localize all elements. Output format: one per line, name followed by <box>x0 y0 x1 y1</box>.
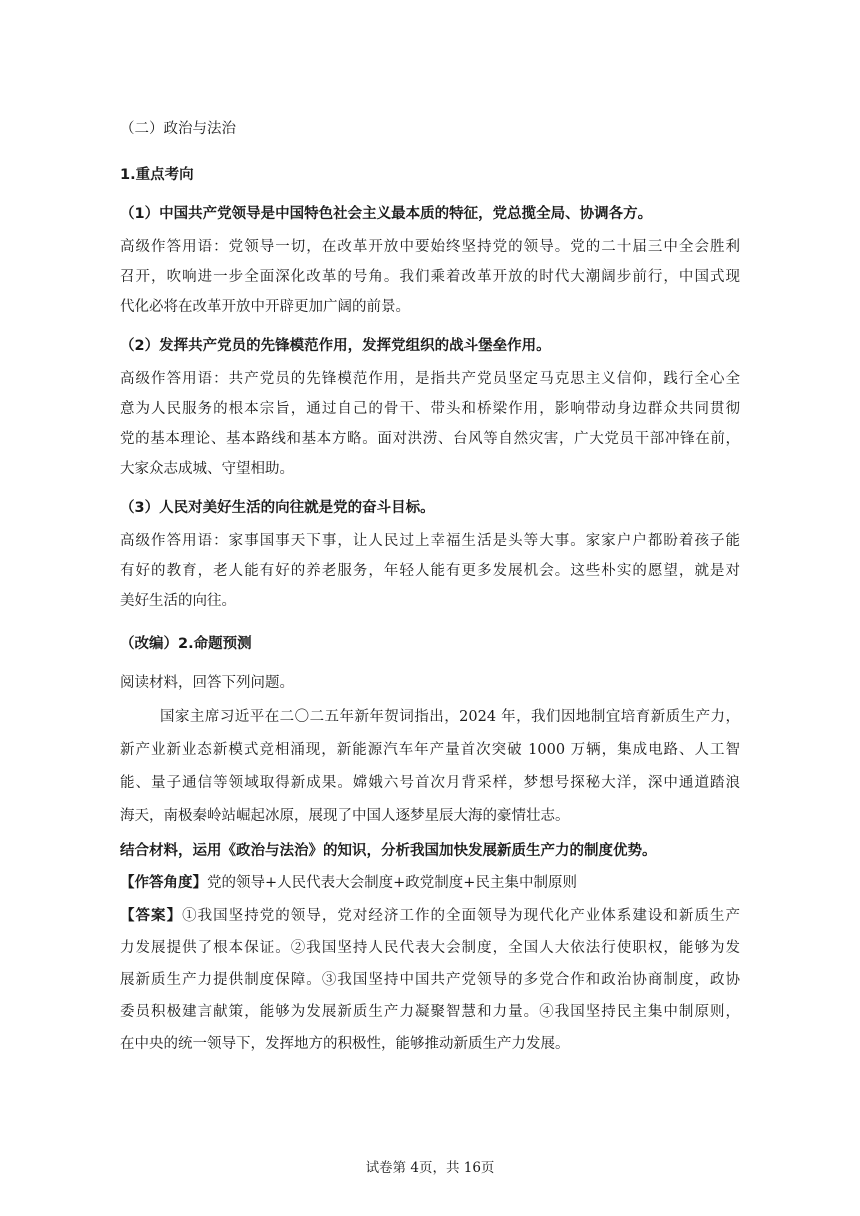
focus-point-1: （1）中国共产党领导是中国特色社会主义最本质的特征，党总揽全局、协调各方。 <box>120 206 653 222</box>
answer-text-2-line-3: 党的基本理论、基本路线和基本方略。面对洪涝、台风等自然灾害，广大党员干部冲锋在前， <box>120 431 740 447</box>
answer-text-2-line-1: 高级作答用语：共产党员的先锋模范作用，是指共产党员坚定马克思主义信仰，践行全心全 <box>120 371 740 387</box>
answer-text-1-line-1: 高级作答用语：党领导一切，在改革开放中要始终坚持党的领导。党的二十届三中全会胜利 <box>120 239 740 255</box>
prediction-question: 结合材料，运用《政治与法治》的知识，分析我国加快发展新质生产力的制度优势。 <box>120 843 657 859</box>
angle-label: 【作答角度】 <box>120 875 207 891</box>
answer-line-2: 力发展提供了根本保证。②我国坚持人民代表大会制度，全国人大依法行使职权，能够为发 <box>120 940 740 956</box>
answer-line-3: 展新质生产力提供制度保障。③我国坚持中国共产党领导的多党合作和政治协商制度，政协 <box>120 972 740 988</box>
page-footer: 试卷第 4页，共 16页 <box>365 1160 495 1176</box>
focus-point-3: （3）人民对美好生活的向往就是党的奋斗目标。 <box>120 500 435 516</box>
prediction-heading: （改编）2.命题预测 <box>120 636 252 652</box>
material-line-4: 海天，南极秦岭站崛起冰原，展现了中国人逐梦星辰大海的豪情壮志。 <box>120 808 570 824</box>
prediction-instruction: 阅读材料，回答下列问题。 <box>120 675 294 691</box>
answer-text-1-line-2: 召开，吹响进一步全面深化改革的号角。我们乘着改革开放的时代大潮阔步前行，中国式现 <box>120 269 740 285</box>
answer-angle <box>120 872 740 894</box>
answer-text-line-1: ①我国坚持党的领导，党对经济工作的全面领导为现代化产业体系建设和新质生产 <box>182 908 740 924</box>
answer-text-1-line-3: 代化必将在改革开放中开辟更加广阔的前景。 <box>120 299 410 315</box>
angle-text: 党的领导+人民代表大会制度+政党制度+民主集中制原则 <box>207 875 577 891</box>
material-line-3: 能、量子通信等领域取得新成果。嫦娥六号首次月背采样，梦想号探秘大洋，深中通道踏浪 <box>120 775 740 791</box>
material-line-1: 国家主席习近平在二〇二五年新年贺词指出，2024 年，我们因地制宜培育新质生产力， <box>160 709 740 725</box>
material-line-2: 新产业新业态新模式竞相涌现，新能源汽车年产量首次突破 1000 万辆，集成电路、人工智 <box>120 742 740 758</box>
answer-text-3-line-1: 高级作答用语：家事国事天下事，让人民过上幸福生活是头等大事。家家户户都盼着孩子能 <box>120 533 740 549</box>
answer-text-2-line-2: 意为人民服务的根本宗旨，通过自己的骨干、带头和桥梁作用，影响带动身边群众共同贯彻 <box>120 401 740 417</box>
answer-text-2-line-4: 大家众志成城、守望相助。 <box>120 461 294 477</box>
answer-text-3-line-2: 有好的教育，老人能有好的养老服务，年轻人能有更多发展机会。这些朴实的愿望，就是对 <box>120 563 740 579</box>
answer-label: 【答案】 <box>120 908 183 924</box>
section-title: （二）政治与法治 <box>120 121 236 137</box>
focus-point-2: （2）发挥共产党员的先锋模范作用，发挥党组织的战斗堡垒作用。 <box>120 338 551 354</box>
answer-line-5: 在中央的统一领导下，发挥地方的积极性，能够推动新质生产力发展。 <box>120 1036 570 1052</box>
answer-line-1 <box>120 905 740 927</box>
answer-text-3-line-3: 美好生活的向往。 <box>120 593 236 609</box>
answer-line-4: 委员积极建言献策，能够为发展新质生产力凝聚智慧和力量。④我国坚持民主集中制原则， <box>120 1004 740 1020</box>
focus-heading: 1.重点考向 <box>120 167 194 183</box>
